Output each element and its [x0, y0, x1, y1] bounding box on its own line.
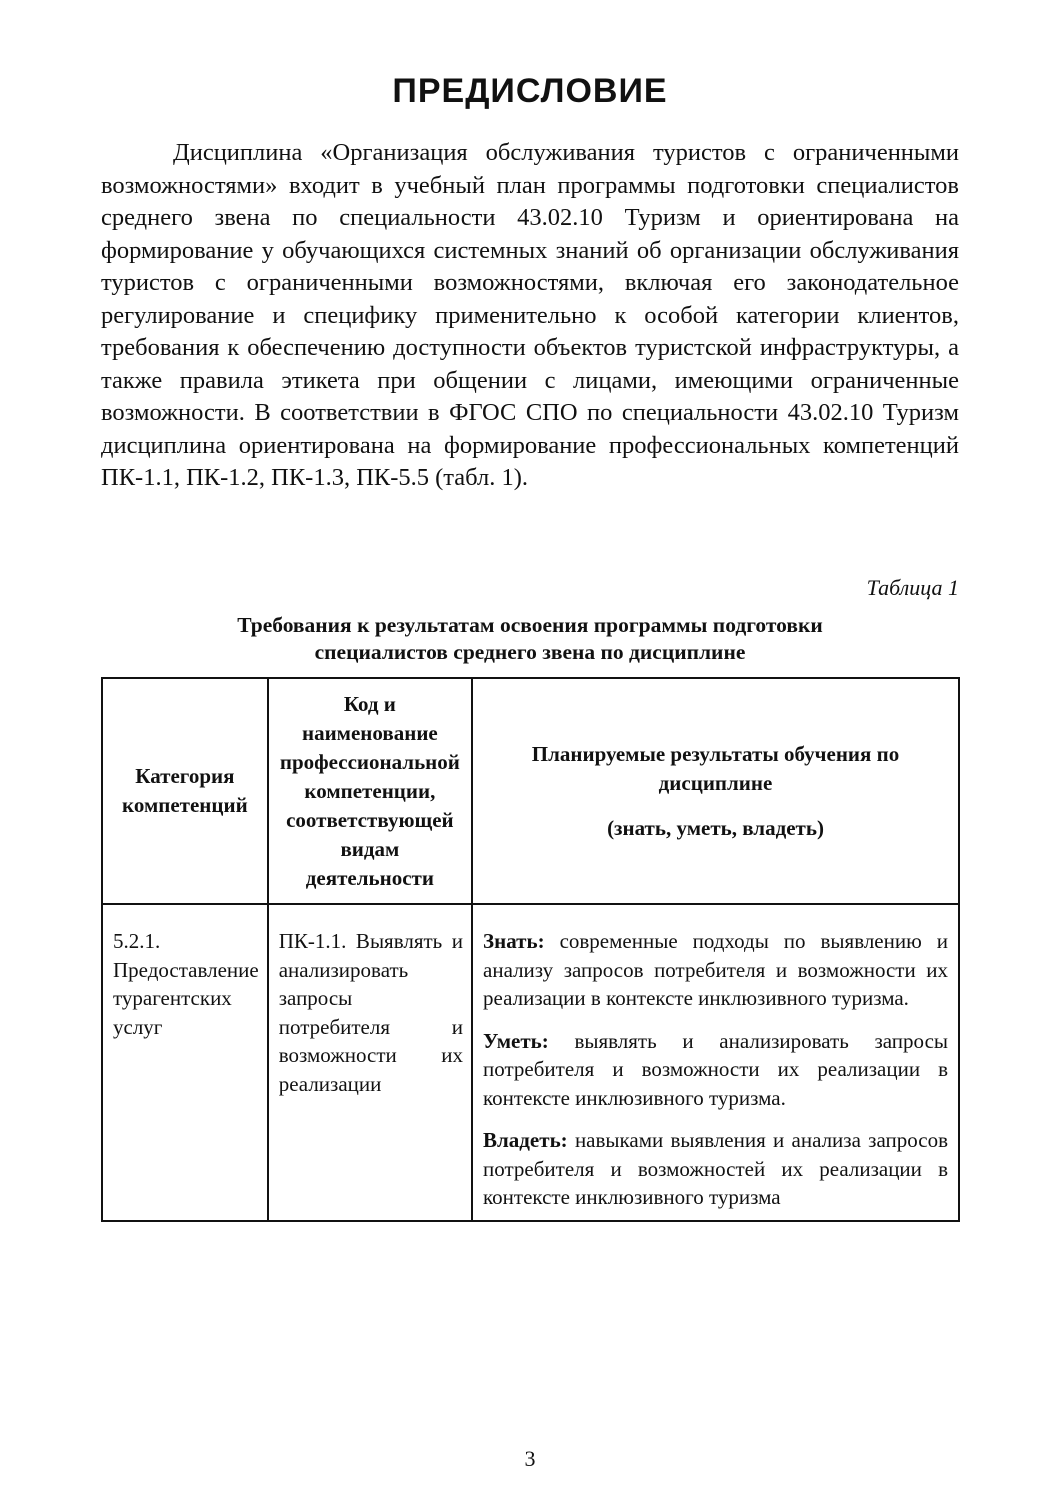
table-header-row — [102, 678, 959, 904]
result-know — [483, 927, 948, 1013]
table-number-label: Таблица 1 — [866, 575, 959, 600]
result-master — [483, 1126, 948, 1212]
header-code-text: Код и наименование профессиональной компетенции, соответствующей видам деятельности — [279, 691, 460, 890]
cell-results — [472, 904, 959, 1221]
header-category-text: Категория компетенций — [122, 764, 248, 817]
table-caption-line: Требования к результатам освоения программы подготовки — [237, 613, 823, 637]
header-results-subtext: (знать, уметь, владеть) — [607, 815, 824, 840]
page-heading: ПРЕДИСЛОВИЕ — [392, 72, 668, 110]
cell-code — [268, 904, 472, 1221]
cell-code-text: ПК-1.1. Выявлять и анализировать запросы потребителя и возможности их реализации — [278, 929, 464, 1096]
result-key: Знать: — [483, 929, 545, 953]
result-can — [483, 1027, 948, 1113]
table-row — [102, 904, 959, 1221]
header-category — [102, 678, 268, 904]
result-key: Владеть: — [483, 1128, 568, 1152]
result-key: Уметь: — [483, 1028, 549, 1053]
competencies-table — [101, 677, 960, 1222]
header-results — [472, 678, 959, 904]
table-caption-line: специалистов среднего звена по дисциплине — [314, 640, 746, 664]
table-caption — [101, 612, 959, 666]
result-text: навыками выявления и анализа запросов потребителя и возможностей их реализации в контексте инклюзивного туризма — [483, 1128, 948, 1209]
result-text: современные подходы по выявлению и анализу запросов потребителя и возможности их реализации в контексте инклюзивного туризма. — [483, 929, 949, 1010]
header-code — [268, 678, 472, 904]
cell-category-text: 5.2.1. Предоставление турагентских услуг — [113, 929, 259, 1039]
page-number: 3 — [524, 1446, 536, 1471]
intro-paragraph: Дисциплина «Организация обслуживания туристов с ограниченными возможностями» входит в учебный план программы подготовки специалистов среднего звена по специальности 43.02.10 Туризм и ориентирована на формирование у обучающихся системных знаний об организации обслуживания туристов с ограниченными возможностями, включая его законодательное регулирование и специфику применительно к особой категории клиентов, требования к обеспечению доступности объектов туристской инфраструктуры, а также правила этикета при общении с лицами, имеющими ограниченные возможности. В соответствии в ФГОС СПО по специальности 43.02.10 Туризм дисциплина ориентирована на формирование профессиональных компетенций ПК-1.1, ПК-1.2, ПК-1.3, ПК-5.5 (табл. 1). — [101, 139, 959, 491]
cell-category — [102, 904, 268, 1221]
header-results-text: Планируемые результаты обучения по дисциплине — [531, 741, 900, 795]
result-text: выявлять и анализировать запросы потребителя и возможности их реализации в контексте инклюзивного туризма. — [483, 1028, 948, 1110]
